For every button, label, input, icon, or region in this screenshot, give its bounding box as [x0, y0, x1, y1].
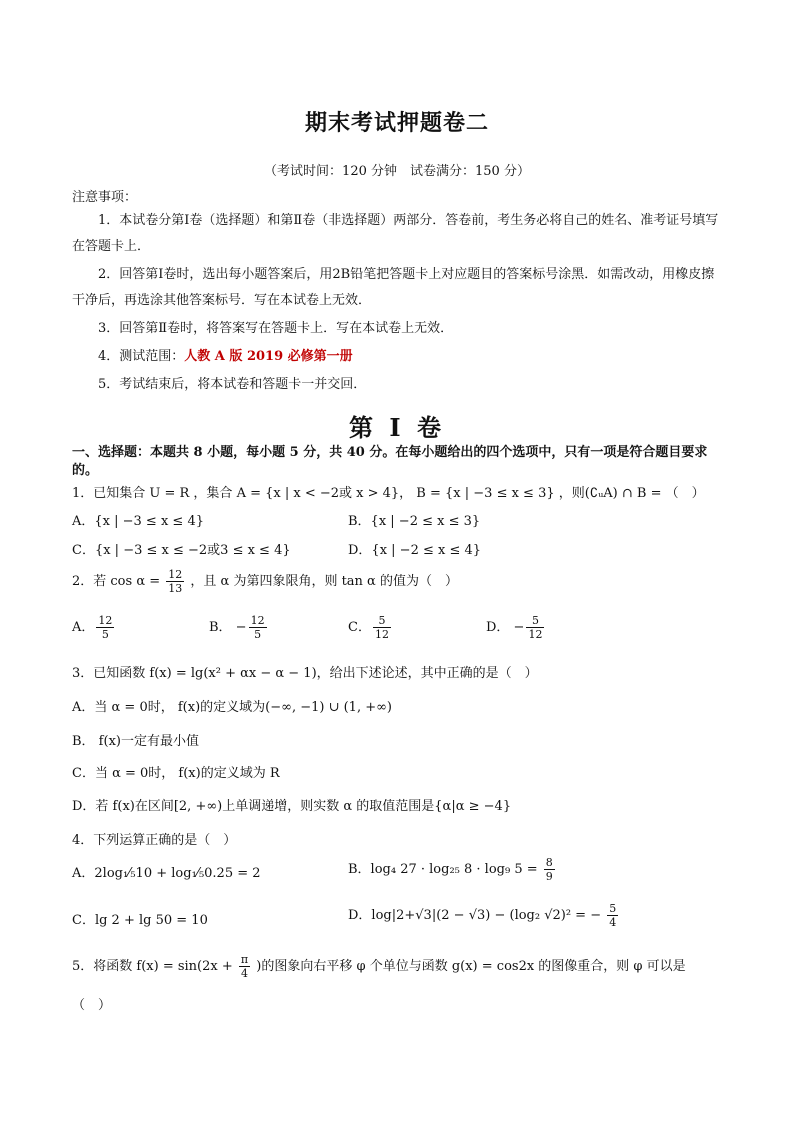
option-label: B． −	[209, 620, 247, 635]
fraction-numerator: 12	[250, 614, 265, 627]
notice-item-1: 1．本试卷分第Ⅰ卷（选择题）和第Ⅱ卷（非选择题）两部分．答卷前，考生务必将自己的姓名、准考证号填写在答题卡上．	[72, 213, 719, 254]
fraction-denominator: 9	[545, 870, 553, 883]
fraction-numerator: 5	[373, 614, 391, 628]
question-2-option-b	[209, 614, 269, 641]
option-fraction	[607, 902, 618, 929]
notice-item-4	[72, 344, 722, 370]
question-1-option-c: C．{x | −3 ≤ x ≤ −2或3 ≤ x ≤ 4}	[72, 543, 291, 558]
fraction-denominator: 4	[609, 916, 617, 929]
question-4-option-b	[348, 856, 557, 883]
notice-heading: 注意事项：	[72, 190, 138, 205]
fraction-denominator: 13	[168, 582, 183, 595]
part-title: 第 I 卷	[349, 413, 445, 442]
question-4-option-d	[348, 902, 620, 929]
test-scope: 人教 A 版 2019 必修第一册	[184, 349, 353, 364]
question-2-stem-a: 2．若 cos α =	[72, 574, 161, 589]
fraction-numerator: π	[240, 953, 249, 966]
question-2-option-d	[486, 614, 546, 641]
fraction-denominator: 12	[374, 628, 389, 641]
fraction-numerator: 12	[168, 568, 183, 581]
question-3-option-b: B． f(x)一定有最小值	[72, 734, 199, 749]
question-5-stem-a: 5．将函数 f(x) = sin(2x +	[72, 959, 233, 974]
option-label: A．	[72, 620, 95, 635]
question-5-stem-b: )的图象向右平移 φ 个单位与函数 g(x) = cos2x 的图像重合，则 φ 可以是	[256, 959, 686, 974]
exam-info: （考试时间：120 分钟 试卷满分：150 分）	[264, 164, 530, 179]
question-3-stem: 3．已知函数 f(x) = lg(x² + αx − α − 1)，给出下述论述，其中正确的是（ ）	[72, 666, 538, 681]
question-4-option-a: A．2log₁⁄₅10 + log₁⁄₅0.25 = 2	[72, 866, 261, 881]
notice-item-5: 5．考试结束后，将本试卷和答题卡一并交回．	[98, 377, 367, 392]
question-1-option-d: D．{x | −2 ≤ x ≤ 4}	[348, 543, 482, 558]
option-text: B．log₄ 27 · log₂₅ 8 · log₉ 5 =	[348, 862, 538, 877]
question-5-answer-bracket: （ ）	[72, 998, 112, 1013]
option-fraction	[544, 856, 555, 883]
question-2-stem	[72, 568, 458, 595]
option-fraction	[373, 614, 391, 641]
question-3-option-d: D．若 f(x)在区间[2, +∞)上单调递增，则实数 α 的取值范围是{α|α ≥ −4}	[72, 799, 512, 814]
question-1-stem: 1．已知集合 U = R ，集合 A = {x | x < −2或 x > 4}， B = {x | −3 ≤ x ≤ 3} ，则(∁ᵤA) ∩ B = （ ）	[72, 486, 705, 501]
fraction-denominator: 4	[241, 967, 248, 980]
fraction-numerator: 5	[609, 902, 617, 915]
notice-item-4-prefix: 4．测试范围：	[98, 349, 185, 364]
option-label: C．	[348, 620, 371, 635]
fraction-numerator: 5	[526, 614, 544, 628]
fraction-denominator: 12	[528, 628, 543, 641]
question-3-option-a: A．当 α = 0时， f(x)的定义域为(−∞, −1) ∪ (1, +∞)	[72, 700, 392, 715]
question-1-option-b: B．{x | −2 ≤ x ≤ 3}	[348, 514, 481, 529]
question-1-option-a: A．{x | −3 ≤ x ≤ 4}	[72, 514, 204, 529]
option-fraction	[526, 614, 544, 641]
question-2-option-c	[348, 614, 393, 641]
fraction-numerator: 12	[98, 614, 113, 627]
fraction-denominator: 5	[101, 628, 109, 641]
option-fraction	[249, 614, 267, 641]
question-2-fraction	[166, 568, 184, 595]
page-title: 期末考试押题卷二	[304, 110, 489, 136]
question-5-fraction	[239, 953, 250, 980]
question-3-option-c: C．当 α = 0时， f(x)的定义域为 R	[72, 766, 280, 781]
option-label: D． −	[486, 620, 525, 635]
fraction-numerator: 8	[545, 856, 553, 869]
fraction-denominator: 5	[254, 628, 262, 641]
notice-item-2: 2．回答第Ⅰ卷时，选出每小题答案后，用2B铅笔把答题卡上对应题目的答案标号涂黑．如需改动，用橡皮擦干净后，再选涂其他答案标号．写在本试卷上无效．	[72, 267, 715, 308]
question-5-stem	[72, 953, 686, 980]
question-4-option-c: C．lg 2 + lg 50 = 10	[72, 913, 208, 928]
notice-item-3: 3．回答第Ⅱ卷时，将答案写在答题卡上．写在本试卷上无效．	[98, 321, 454, 336]
option-text: D．log|2+√3|(2 − √3) − (log₂ √2)² = −	[348, 908, 602, 923]
question-4-stem: 4．下列运算正确的是（ ）	[72, 833, 237, 848]
section-heading: 一、选择题：本题共 8 小题，每小题 5 分，共 40 分。在每小题给出的四个选项中，只有一项是符合题目要求的。	[72, 445, 708, 478]
option-fraction	[96, 614, 114, 641]
question-2-stem-b: ，且 α 为第四象限角，则 tan α 的值为（ ）	[190, 574, 458, 589]
question-2-option-a	[72, 614, 116, 641]
